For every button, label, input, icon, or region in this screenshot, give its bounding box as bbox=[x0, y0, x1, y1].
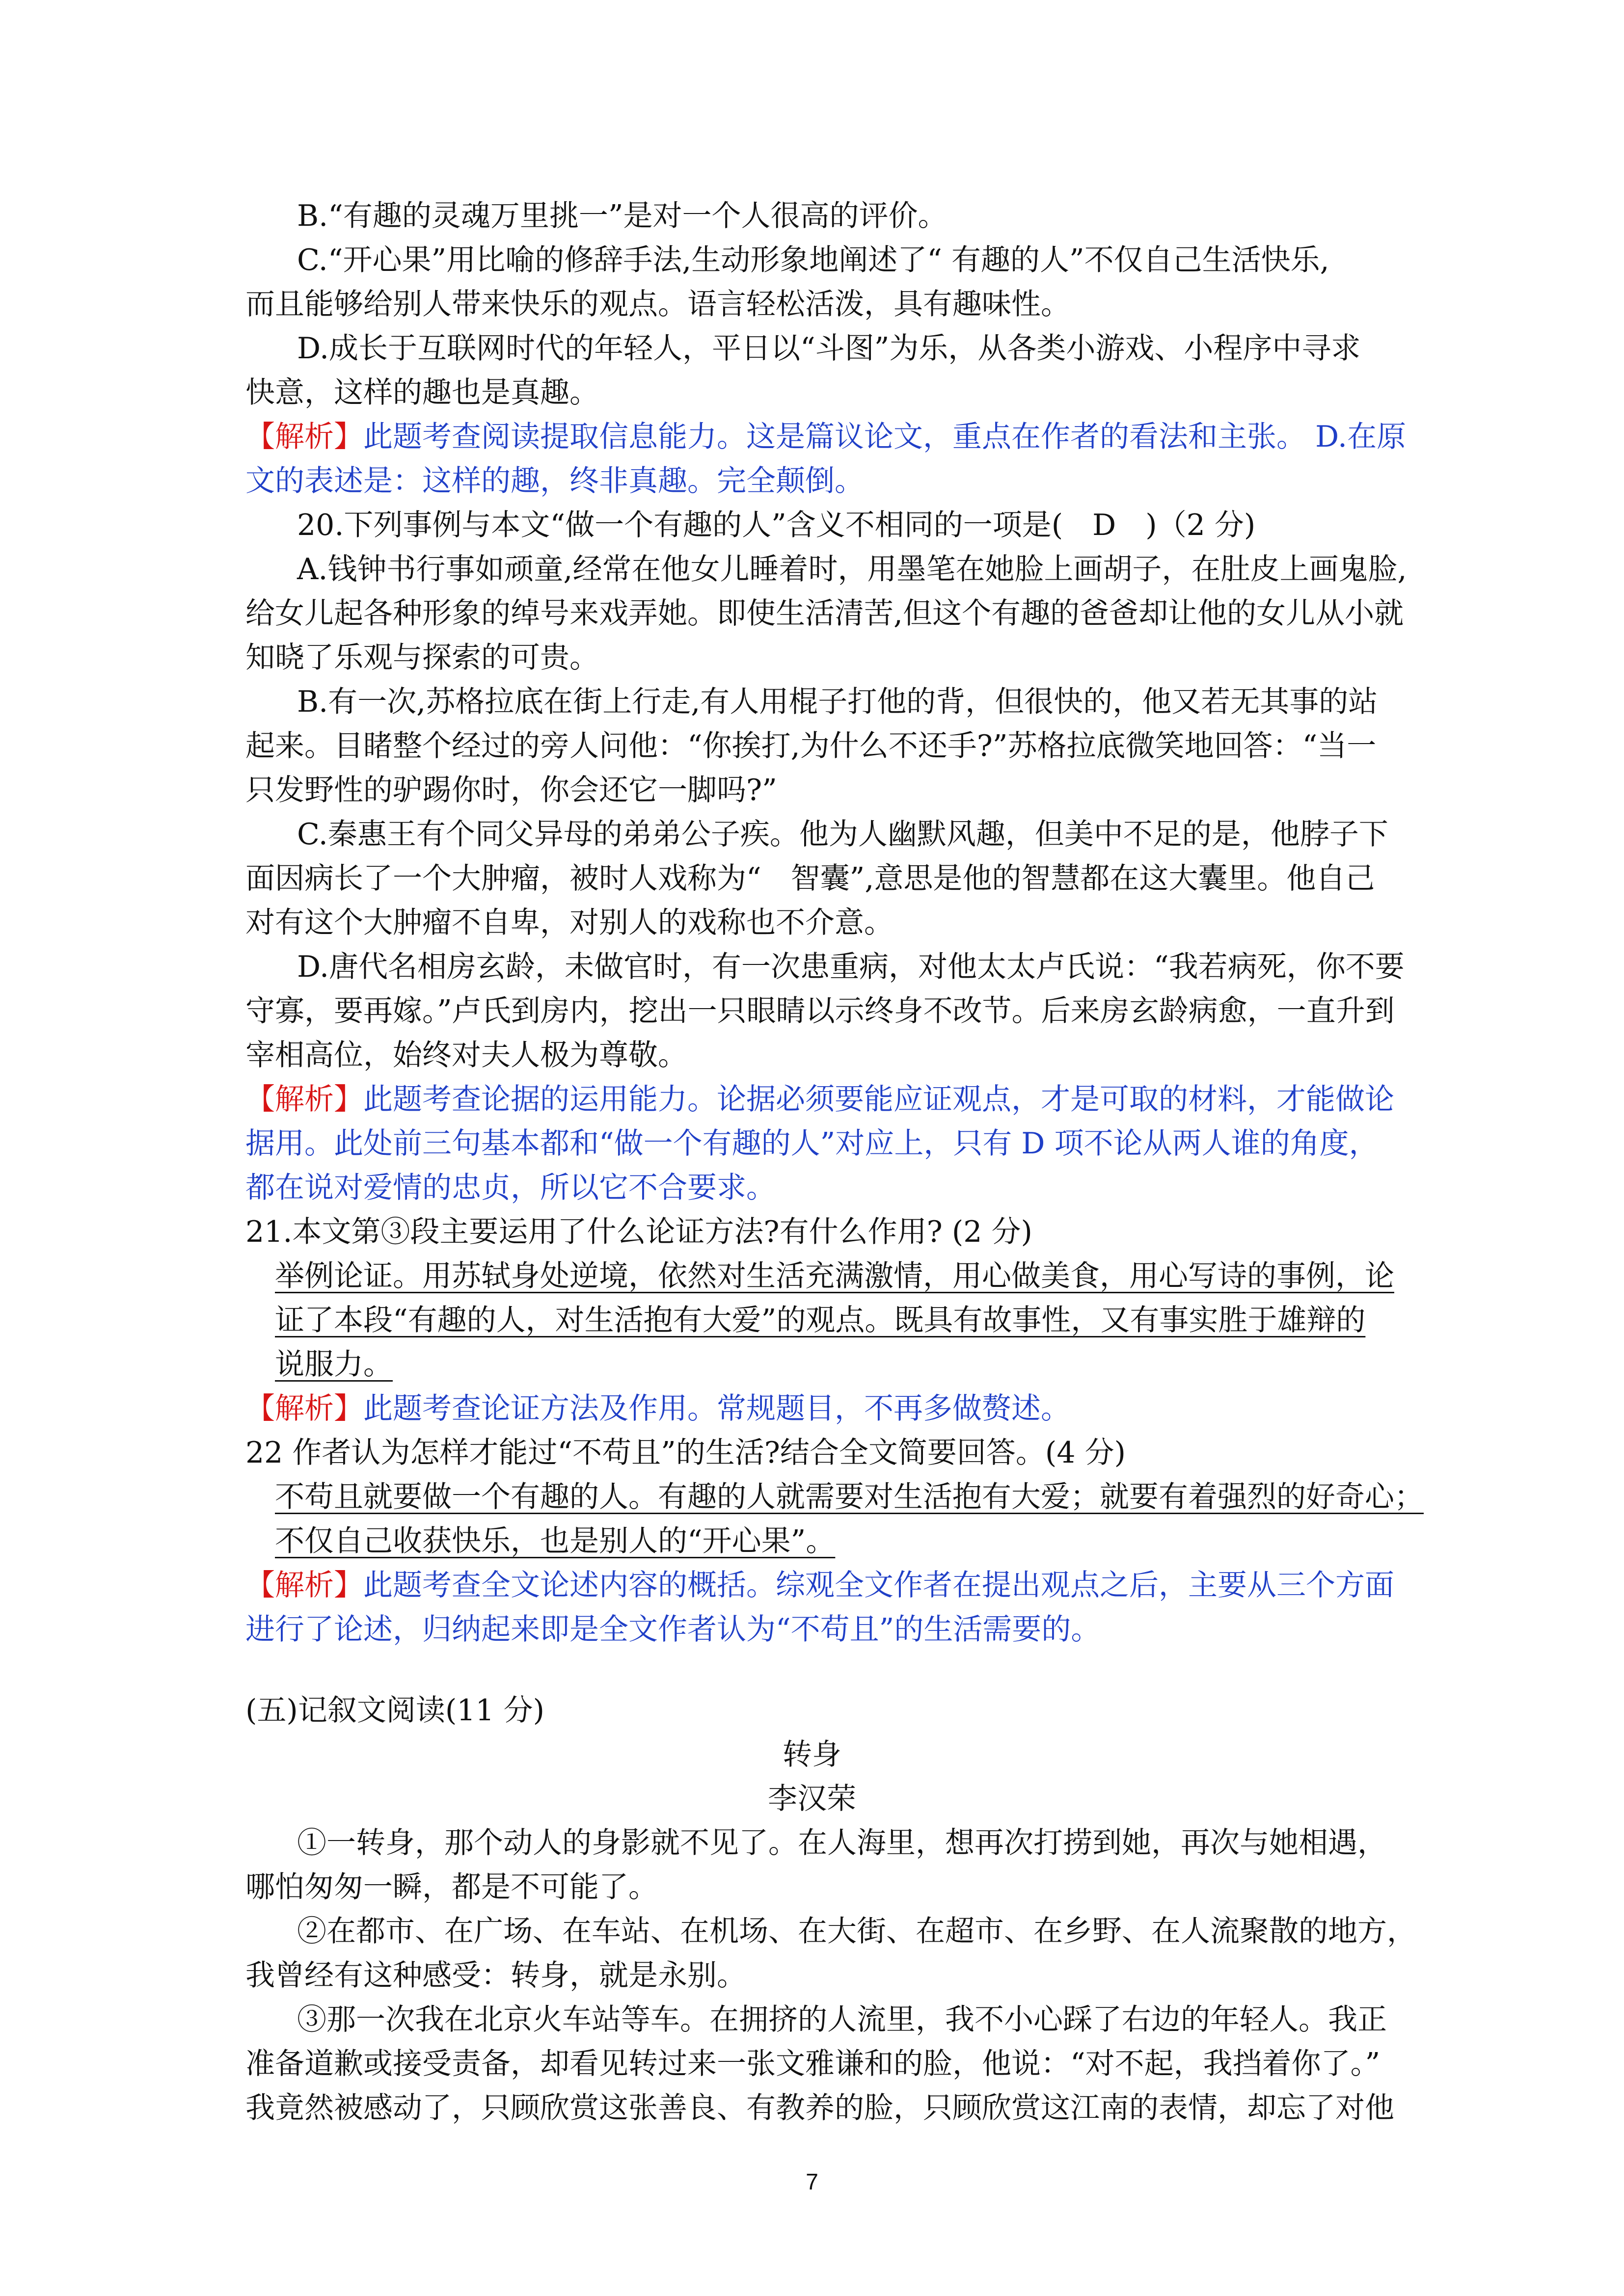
analysis-text: 此题考查论证方法及作用。常规题目，不再多做赘述。 bbox=[363, 1391, 1070, 1426]
paragraph-1-line1: ①一转身，那个动人的身影就不见了。在人海里，想再次打捞到她，再次与她相遇， bbox=[297, 1826, 1387, 1860]
paragraph-3-line1: ③那一次我在北京火车站等车。在拥挤的人流里，我不小心踩了右边的年轻人。我正 bbox=[297, 2002, 1387, 2037]
analysis-tag: 【解析】 bbox=[245, 1391, 363, 1426]
q21-answer-line3: 说服力。 bbox=[275, 1347, 393, 1382]
q19-option-c-line2: 而且能够给别人带来快乐的观点。语言轻松活泼，具有趣味性。 bbox=[245, 287, 1070, 321]
q20-option-d-line2: 守寡，要再嫁。”卢氏到房内，挖出一只眼睛以示终身不改节。后来房玄龄病愈，一直升到 bbox=[245, 994, 1395, 1028]
q19-analysis-line2: 文的表述是：这样的趣，终非真趣。完全颠倒。 bbox=[245, 464, 864, 498]
paragraph-2-line1: ②在都市、在广场、在车站、在机场、在大街、在超市、在乡野、在人流聚散的地方， bbox=[297, 1914, 1416, 1949]
q19-option-b: B.“有趣的灵魂万里挑一”是对一个人很高的评价。 bbox=[297, 199, 947, 233]
q19-option-d-line1: D.成长于互联网时代的年轻人，平日以“斗图”为乐，从各类小游戏、小程序中寻求 bbox=[297, 331, 1361, 366]
q20-option-c-line3: 对有这个大肿瘤不自卑，对别人的戏称也不介意。 bbox=[245, 906, 893, 940]
analysis-text: 此题考查全文论述内容的概括。综观全文作者在提出观点之后，主要从三个方面 bbox=[363, 1568, 1394, 1602]
analysis-text: 此题考查论据的运用能力。论据必须要能应证观点，才是可取的材料，才能做论 bbox=[363, 1082, 1394, 1117]
q22-stem: 22 作者认为怎样才能过“不苟且”的生活?结合全文简要回答。(4 分) bbox=[245, 1436, 1126, 1470]
q20-analysis-line2: 据用。此处前三句基本都和“做一个有趣的人”对应上，只有 D 项不论从两人谁的角度， bbox=[245, 1126, 1379, 1161]
q20-analysis-line1 bbox=[245, 1080, 1394, 1119]
q19-option-d-line2: 快意，这样的趣也是真趣。 bbox=[245, 375, 599, 410]
q20-option-a-line3: 知晓了乐观与探索的可贵。 bbox=[245, 641, 599, 675]
q22-analysis-line2: 进行了论述，归纳起来即是全文作者认为“不苟且”的生活需要的。 bbox=[245, 1612, 1101, 1647]
analysis-text: 此题考查阅读提取信息能力。这是篇议论文，重点在作者的看法和主张。 D.在原 bbox=[363, 420, 1407, 454]
q19-option-c-line1: C.“开心果”用比喻的修辞手法,生动形象地阐述了“ 有趣的人”不仅自己生活快乐, bbox=[297, 243, 1329, 277]
q22-answer-line1: 不苟且就要做一个有趣的人。有趣的人就需要对生活抱有大爱；就要有着强烈的好奇心； bbox=[275, 1480, 1424, 1514]
section-heading: (五)记叙文阅读(11 分) bbox=[245, 1693, 545, 1728]
paragraph-1-line2: 哪怕匆匆一瞬，都是不可能了。 bbox=[245, 1870, 658, 1904]
article-author: 李汉荣 bbox=[768, 1782, 856, 1816]
paragraph-2-line2: 我曾经有这种感受：转身，就是永别。 bbox=[245, 1958, 746, 1993]
q20-option-d-line1: D.唐代名相房玄龄，未做官时，有一次患重病，对他太太卢氏说：“我若病死，你不要 bbox=[297, 950, 1405, 984]
q21-stem: 21.本文第③段主要运用了什么论证方法?有什么作用? (2 分) bbox=[245, 1215, 1032, 1249]
analysis-tag: 【解析】 bbox=[245, 1568, 363, 1602]
q20-option-a-line1: A.钱钟书行事如顽童,经常在他女儿睡着时，用墨笔在她脸上画胡子，在肚皮上画鬼脸, bbox=[297, 552, 1407, 587]
q21-answer-line2: 证了本段“有趣的人，对生活抱有大爱”的观点。既具有故事性，又有事实胜于雄辩的 bbox=[275, 1303, 1366, 1337]
q21-analysis bbox=[245, 1389, 1070, 1428]
q19-analysis-line1 bbox=[245, 417, 1406, 456]
q20-option-c-line1: C.秦惠王有个同父异母的弟弟公子疾。他为人幽默风趣，但美中不足的是，他脖子下 bbox=[297, 817, 1388, 852]
q20-option-b-line2: 起来。目睹整个经过的旁人问他：“你挨打,为什么不还手?”苏格拉底微笑地回答：“当一 bbox=[245, 729, 1377, 763]
q21-answer-line1: 举例论证。用苏轼身处逆境，依然对生活充满激情，用心做美食，用心写诗的事例，论 bbox=[275, 1259, 1394, 1293]
analysis-tag: 【解析】 bbox=[245, 1082, 363, 1117]
article-title: 转身 bbox=[783, 1737, 841, 1772]
q20-option-d-line3: 宰相高位，始终对夫人极为尊敬。 bbox=[245, 1038, 687, 1072]
paragraph-3-line2: 准备道歉或接受责备，却看见转过来一张文雅谦和的脸，他说：“对不起，我挡着你了。” bbox=[245, 2047, 1380, 2081]
q20-analysis-line3: 都在说对爱情的忠贞，所以它不合要求。 bbox=[245, 1171, 776, 1205]
q20-option-a-line2: 给女儿起各种形象的绰号来戏弄她。即使生活清苦,但这个有趣的爸爸却让他的女儿从小就 bbox=[245, 596, 1404, 631]
q20-stem: 20.下列事例与本文“做一个有趣的人”含义不相同的一项是( D )（2 分) bbox=[297, 508, 1256, 542]
q20-option-b-line3: 只发野性的驴踢你时，你会还它一脚吗?” bbox=[245, 773, 777, 807]
analysis-tag: 【解析】 bbox=[245, 420, 363, 454]
paragraph-3-line3: 我竟然被感动了，只顾欣赏这张善良、有教养的脸，只顾欣赏这江南的表情，却忘了对他 bbox=[245, 2091, 1394, 2125]
q22-answer-line2: 不仅自己收获快乐，也是别人的“开心果”。 bbox=[275, 1524, 836, 1558]
page-number: 7 bbox=[806, 2169, 818, 2194]
q20-option-c-line2: 面因病长了一个大肿瘤，被时人戏称为“ 智囊”,意思是他的智慧都在这大囊里。他自己 bbox=[245, 861, 1375, 896]
q20-option-b-line1: B.有一次,苏格拉底在街上行走,有人用棍子打他的背，但很快的，他又若无其事的站 bbox=[297, 685, 1378, 719]
q22-analysis-line1 bbox=[245, 1566, 1394, 1605]
